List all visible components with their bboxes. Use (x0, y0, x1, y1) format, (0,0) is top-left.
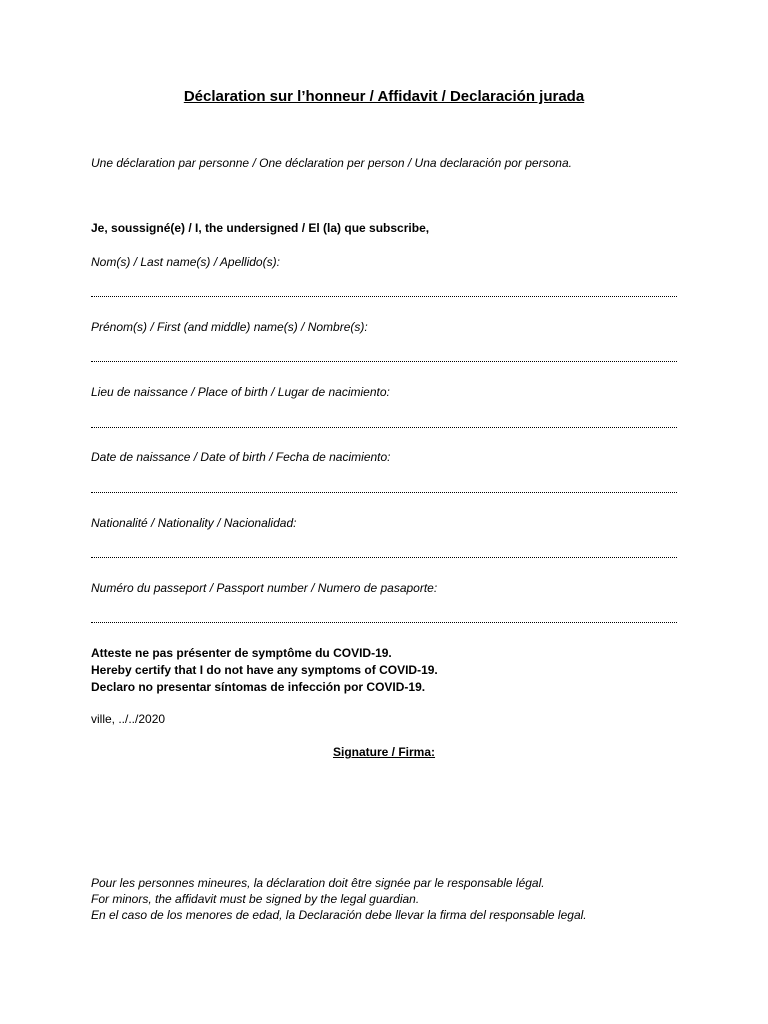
first-name-label: Prénom(s) / First (and middle) name(s) / Nombre(s): (91, 320, 368, 334)
certify-fr: Atteste ne pas présenter de symptôme du COVID-19. (91, 646, 392, 660)
birth-place-label: Lieu de naissance / Place of birth / Lugar de nacimiento: (91, 385, 390, 399)
document-title: Déclaration sur l’honneur / Affidavit / Declaración jurada (183, 88, 585, 105)
passport-label: Numéro du passeport / Passport number / Numero de pasaporte: (91, 581, 438, 595)
birth-place-field[interactable] (91, 427, 677, 428)
birth-date-field[interactable] (91, 492, 677, 493)
nationality-label: Nationalité / Nationality / Nacionalidad: (91, 516, 297, 530)
certify-es: Declaro no presentar síntomas de infección por COVID-19. (91, 680, 426, 694)
undersigned-text: Je, soussigné(e) / I, the undersigned / El (la) que subscribe, (91, 221, 430, 235)
last-name-label: Nom(s) / Last name(s) / Apellido(s): (91, 255, 280, 269)
intro-text: Une déclaration par personne / One déclaration per person / Una declaración por persona. (91, 156, 572, 170)
last-name-field[interactable] (91, 296, 677, 297)
minors-note-es: En el caso de los menores de edad, la Declaración debe llevar la firma del responsable legal. (91, 908, 587, 922)
minors-note-en: For minors, the affidavit must be signed by the legal guardian. (91, 892, 420, 906)
nationality-field[interactable] (91, 557, 677, 558)
signature-label: Signature / Firma: (332, 745, 436, 759)
first-name-field[interactable] (91, 361, 677, 362)
minors-note-fr: Pour les personnes mineures, la déclaration doit être signée par le responsable légal. (91, 876, 545, 890)
certify-en: Hereby certify that I do not have any symptoms of COVID-19. (91, 663, 438, 677)
birth-date-label: Date de naissance / Date of birth / Fecha de nacimiento: (91, 450, 391, 464)
place-date: ville, ../../2020 (91, 712, 166, 726)
passport-field[interactable] (91, 622, 677, 623)
